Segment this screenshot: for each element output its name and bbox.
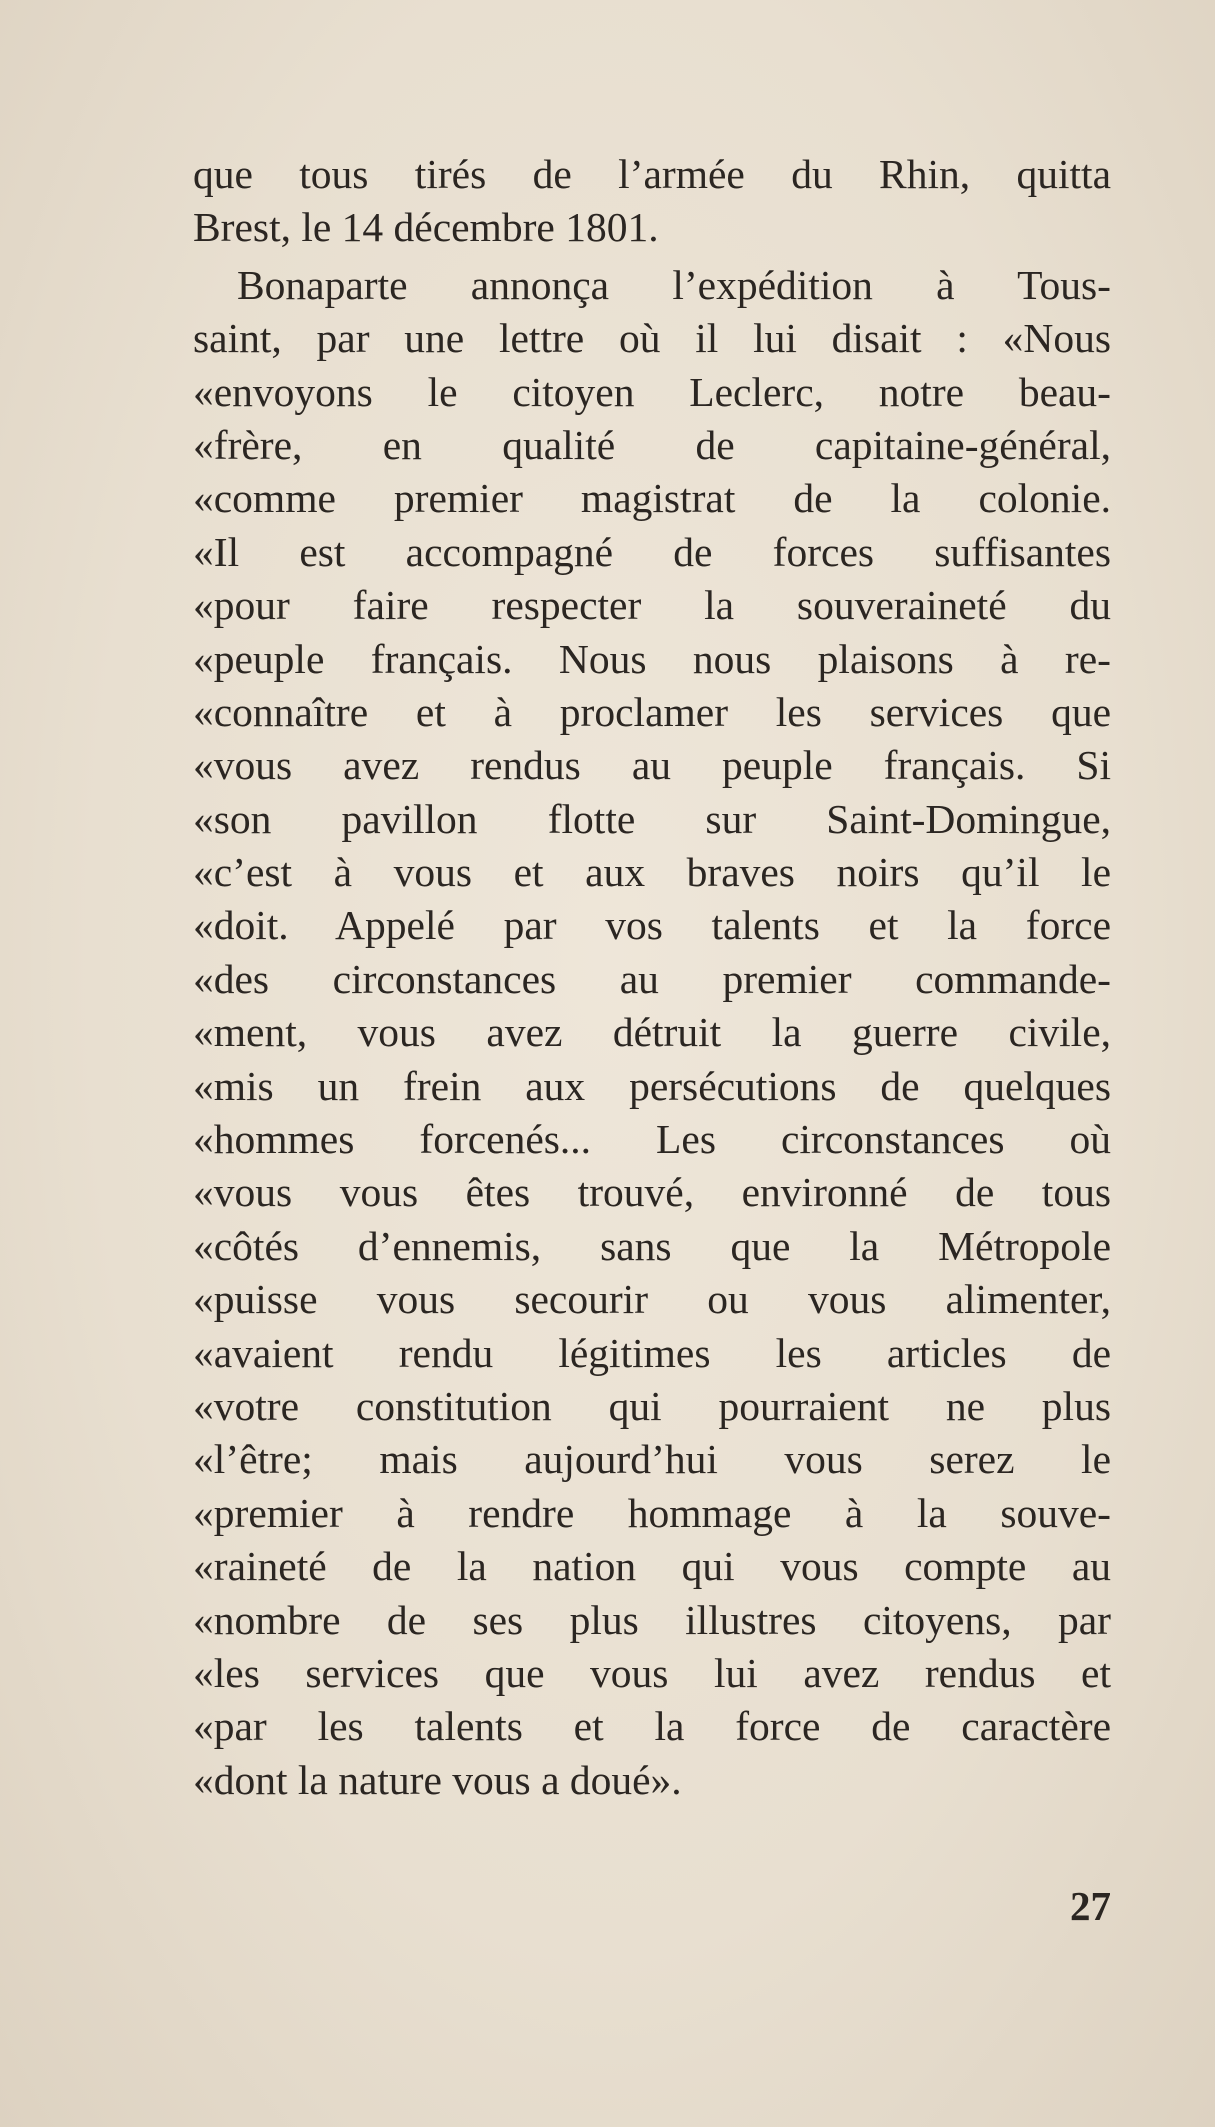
text-line: «hommes forcenés... Les circonstances où [193,1116,1111,1163]
text-line: «votre constitution qui pourraient ne plus [193,1382,1111,1429]
text-line: «peuple français. Nous nous plaisons à re- [193,635,1111,682]
text-line: «les services que vous lui avez rendus et [193,1649,1111,1696]
text-line: «nombre de ses plus illustres citoyens, par [193,1596,1111,1643]
page-number: 27 [1070,1883,1111,1929]
text-line: «mis un frein aux persécutions de quelques [193,1062,1111,1109]
text-line: «côtés d’ennemis, sans que la Métropole [193,1222,1111,1269]
text-line: Bonaparte annonça l’expédition à Tous- [237,261,1111,308]
text-line: «envoyons le citoyen Leclerc, notre beau- [193,368,1111,415]
text-line: «premier à rendre hommage à la souve- [193,1489,1111,1536]
text-line: «l’être; mais aujourd’hui vous serez le [193,1436,1111,1483]
text-line: «comme premier magistrat de la colonie. [193,475,1111,522]
text-line: «frère, en qualité de capitaine-général, [193,421,1111,468]
text-line: «puisse vous secourir ou vous alimenter, [193,1276,1111,1323]
text-line: «raineté de la nation qui vous compte au [193,1543,1111,1590]
text-line: «vous vous êtes trouvé, environné de tous [193,1169,1111,1216]
text-line: Brest, le 14 décembre 1801. [193,204,659,251]
text-line: «doit. Appelé par vos talents et la force [193,902,1111,949]
text-line: «son pavillon flotte sur Saint-Domingue, [193,795,1111,842]
text-line: «vous avez rendus au peuple français. Si [193,742,1111,789]
text-line: «ment, vous avez détruit la guerre civile, [193,1009,1111,1056]
text-line: que tous tirés de l’armée du Rhin, quitta [193,151,1111,197]
text-line: «Il est accompagné de forces suffisantes [193,528,1111,575]
text-line: «avaient rendu légitimes les articles de [193,1329,1111,1376]
body-text [193,148,1111,1807]
text-line: «connaître et à proclamer les services que [193,688,1111,735]
text-line: «pour faire respecter la souveraineté du [193,582,1111,629]
text-line: «c’est à vous et aux braves noirs qu’il le [193,849,1111,896]
text-line: saint, par une lettre où il lui disait : «Nous [193,315,1111,362]
text-line: «dont la nature vous a doué». [193,1756,682,1803]
text-line: «des circonstances au premier commande- [193,955,1111,1002]
text-line: «par les talents et la force de caractère [193,1703,1111,1750]
